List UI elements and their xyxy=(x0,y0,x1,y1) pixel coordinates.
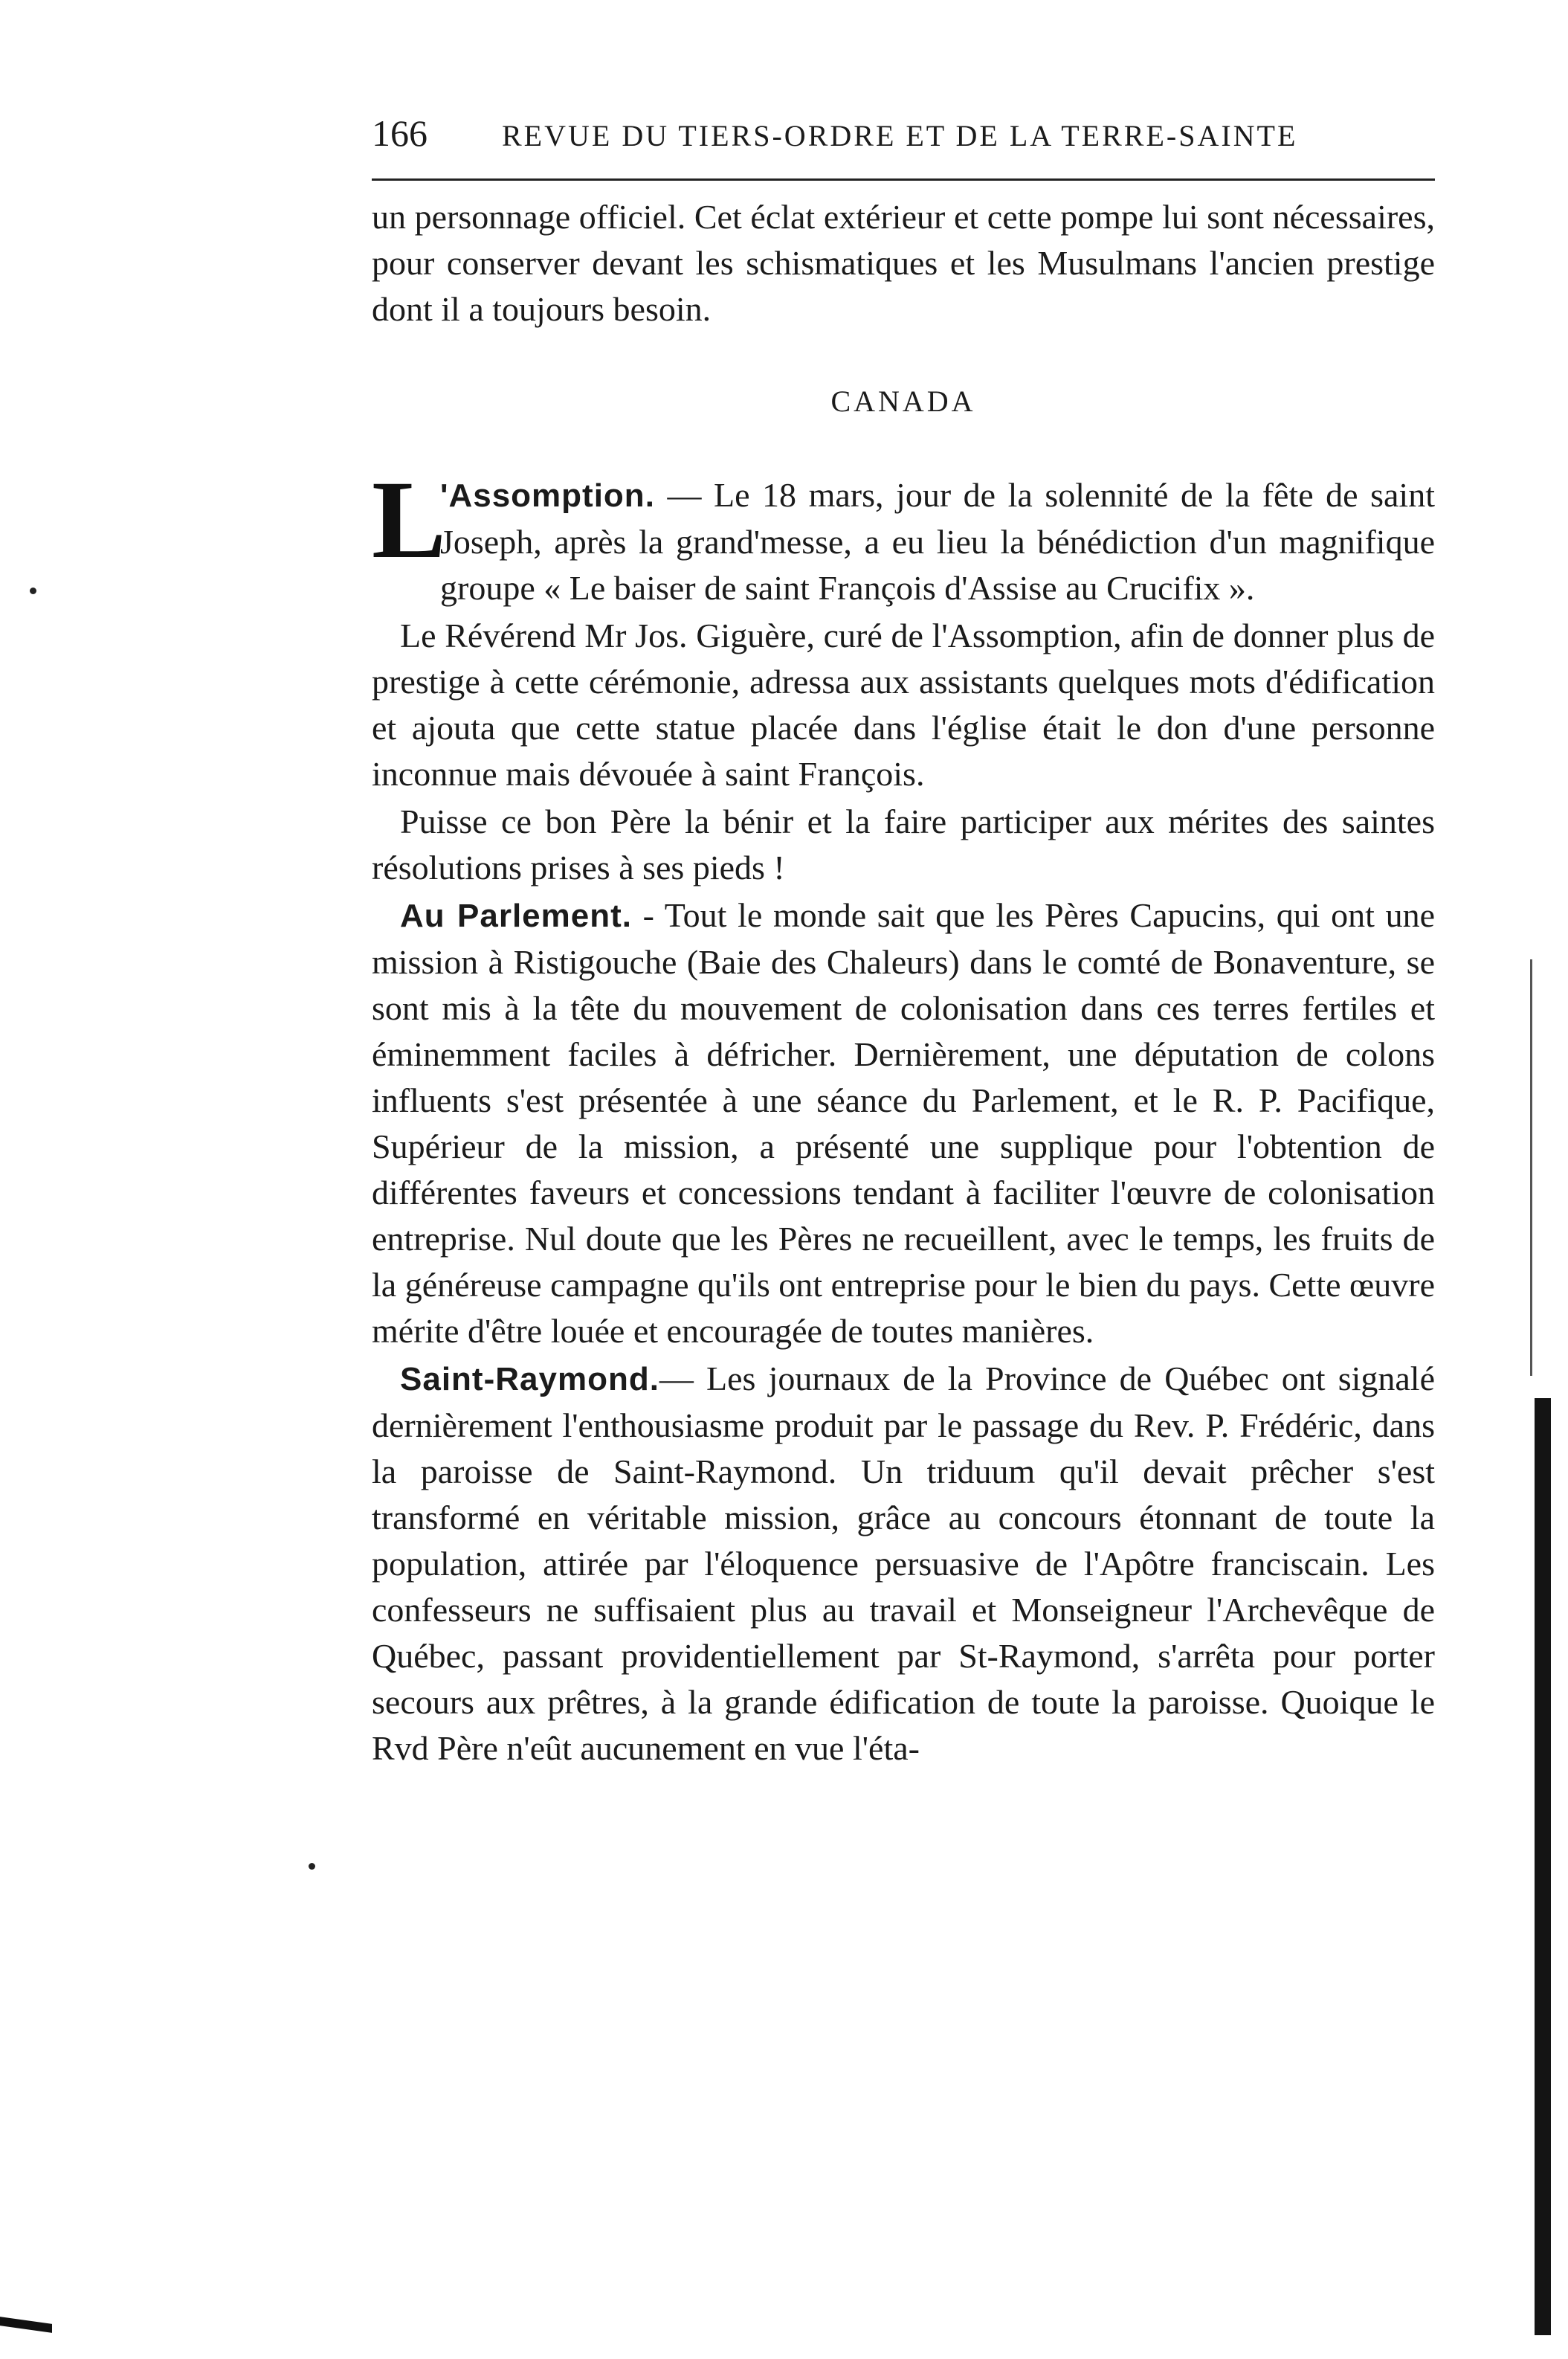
document-page xyxy=(372,112,1435,1771)
parlement-text: - Tout le monde sait que les Pères Capucins, qui ont une mission à Ristigouche (Baie des Chaleurs) dans le comté de Bonaventure, se sont mis à la tête du mouvement de colonisation dans ces terres fertiles et éminemment faciles à défricher. Dernièrement, une députation de colons influents s'est présentée à une séance du Parlement, et le R. P. Pacifique, Supérieur de la mission, a présenté une supplique pour l'obtention de différentes faveurs et concessions tendant à faciliter l'œuvre de colonisation entreprise. Nul doute que les Pères ne recueillent, avec le temps, les fruits de la généreuse campagne qu'ils ont entreprise pour le bien du pays. Cette œuvre mérite d'être louée et encouragée de toutes manières. xyxy=(372,896,1435,1350)
running-title: REVUE DU TIERS-ORDRE ET DE LA TERRE-SAINTE xyxy=(502,119,1298,152)
scan-speck xyxy=(309,1863,315,1870)
header-rule xyxy=(372,178,1435,181)
parlement-paragraph xyxy=(372,892,1435,1354)
assomption-paragraph-3: Puisse ce bon Père la bénir et la faire participer aux mérites des saintes résolutions prises à ses pieds ! xyxy=(372,802,1435,886)
scan-margin-bar xyxy=(1535,1398,1551,2335)
scan-margin-line xyxy=(1530,959,1532,1376)
scan-edge-mark xyxy=(0,2317,52,2333)
page-header xyxy=(372,112,1435,164)
assomption-text: — Le 18 mars, jour de la solennité de la fête de saint Joseph, après la grand'messe, a eu lieu la bénédiction d'un magnifique groupe « Le baiser de saint François d'Assise au Crucifix ». xyxy=(440,476,1435,607)
assomption-heading: 'Assomption. xyxy=(440,477,655,514)
assomption-paragraph-2: Le Révérend Mr Jos. Giguère, curé de l'Assomption, afin de donner plus de prestige à cette cérémonie, adressa aux assistants quelques mots d'édification et ajouta que cette statue placée dans l'église était le don d'une personne inconnue mais dévouée à saint François. xyxy=(372,617,1435,793)
page-number: 166 xyxy=(372,112,428,154)
intro-paragraph: un personnage officiel. Cet éclat extérieur et cette pompe lui sont nécessaires, pour conserver devant les schismatiques et les Musulmans l'ancien prestige dont il a toujours besoin. xyxy=(372,198,1435,328)
saint-raymond-text: — Les journaux de la Province de Québec ont signalé dernièrement l'enthousiasme produit par le passage du Rev. P. Frédéric, dans la paroisse de Saint-Raymond. Un triduum qu'il devait prêcher s'est transformé en véritable mission, grâce au concours étonnant de toute la population, attirée par l'éloquence persuasive de l'Apôtre franciscain. Les confesseurs ne suffisaient plus au travail et Monseigneur l'Archevêque de Québec, passant providentiellement par St-Raymond, s'arrêta pour porter secours aux prêtres, à la grande édification de toute la paroisse. Quoique le Rvd Père n'eût aucunement en vue l'éta- xyxy=(372,1359,1435,1767)
drop-cap-letter: L xyxy=(372,458,447,582)
scan-speck xyxy=(30,588,36,594)
parlement-heading: Au Parlement. xyxy=(400,898,633,934)
saint-raymond-heading: Saint-Raymond. xyxy=(400,1361,659,1397)
assomption-paragraph xyxy=(372,458,1435,611)
saint-raymond-paragraph xyxy=(372,1356,1435,1771)
section-title: CANADA xyxy=(830,384,976,418)
